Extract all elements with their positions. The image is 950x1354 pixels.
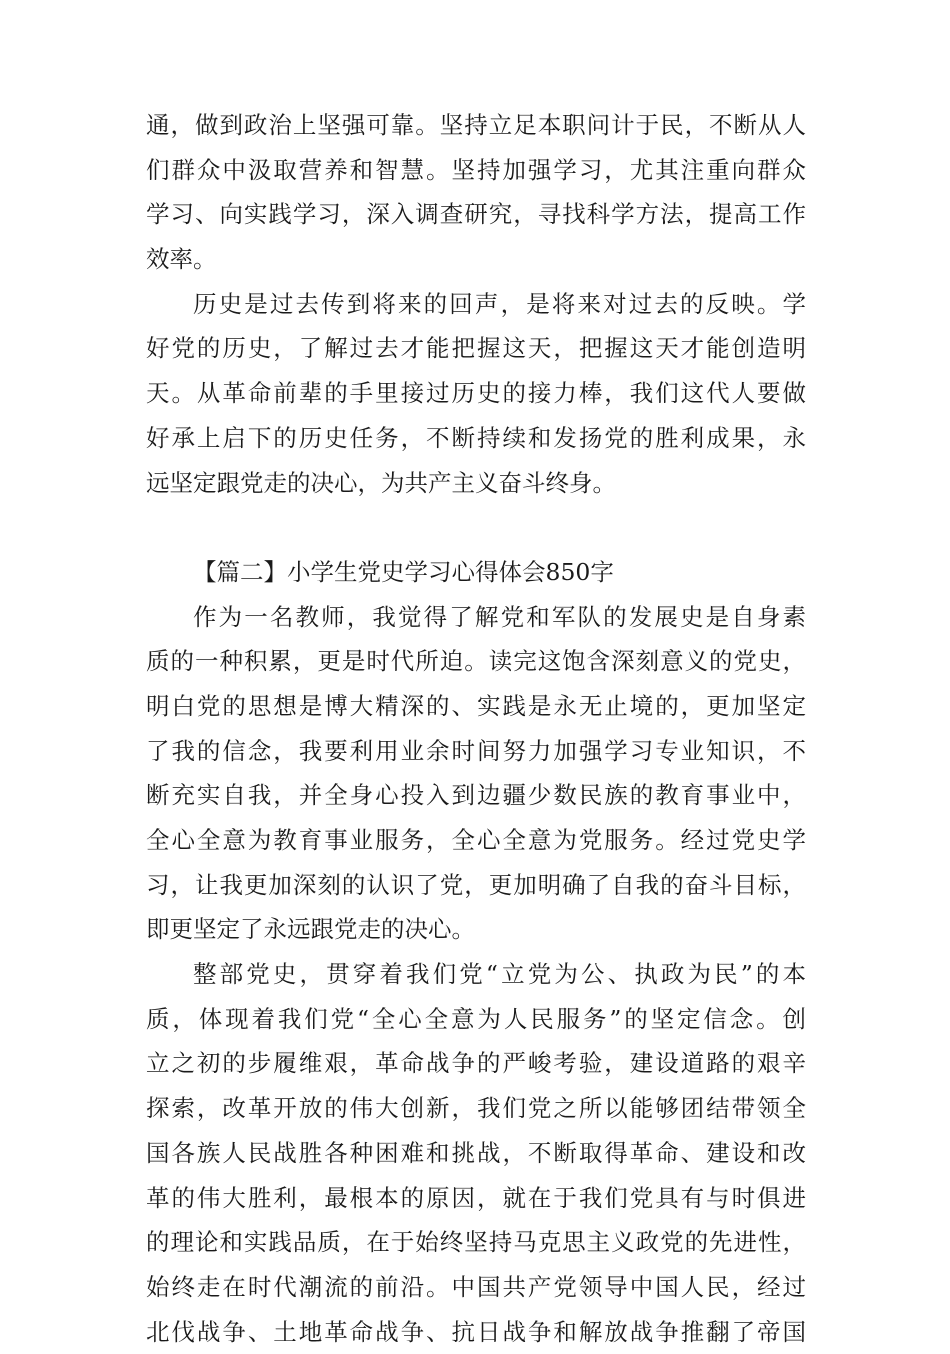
text-line: 好承上启下的历史任务，不断持续和发扬党的胜利成果，永 xyxy=(146,423,806,452)
text-line: 北伐战争、土地革命战争、抗日战争和解放战争推翻了帝国 xyxy=(146,1317,806,1346)
text-line: 全心全意为教育事业服务，全心全意为党服务。经过党史学 xyxy=(146,826,806,854)
text-line: 远坚定跟党走的决心，为共产主义奋斗终身。 xyxy=(146,468,616,497)
text-line: 革的伟大胜利，最根本的原因，就在于我们党具有与时俱进 xyxy=(146,1183,806,1212)
text-line: 明白党的思想是博大精深的、实践是永无止境的，更加坚定 xyxy=(146,691,806,720)
text-line: 质，体现着我们党“全心全意为人民服务”的坚定信念。创 xyxy=(146,1004,806,1033)
paragraph-history xyxy=(146,282,806,505)
section-heading: 【篇二】小学生党史学习心得体会850字 xyxy=(193,557,614,586)
text-line: 天。从革命前辈的手里接过历史的接力棒，我们这代人要做 xyxy=(146,379,806,408)
text-line: 习，让我更加深刻的认识了党，更加明确了自我的奋斗目标， xyxy=(146,870,806,899)
text-line: 探索，改革开放的伟大创新，我们党之所以能够团结带领全 xyxy=(146,1094,806,1123)
text-line: 始终走在时代潮流的前沿。中国共产党领导中国人民，经过 xyxy=(146,1272,806,1301)
text-line: 们群众中汲取营养和智慧。坚持加强学习，尤其注重向群众 xyxy=(146,155,806,184)
text-line: 立之初的步履维艰，革命战争的严峻考验，建设道路的艰辛 xyxy=(146,1049,806,1078)
text-line: 质的一种积累，更是时代所迫。读完这饱含深刻意义的党史， xyxy=(146,647,806,676)
text-line: 的理论和实践品质，在于始终坚持马克思主义政党的先进性， xyxy=(146,1228,806,1257)
text-line: 断充实自我，并全身心投入到边疆少数民族的教育事业中， xyxy=(146,781,806,810)
blank-line xyxy=(146,505,806,550)
text-line: 学习、向实践学习，深入调查研究，寻找科学方法，提高工作 xyxy=(146,200,806,229)
text-line: 通，做到政治上坚强可靠。坚持立足本职问计于民，不断从人 xyxy=(146,111,806,139)
text-line: 整部党史，贯穿着我们党“立党为公、执政为民”的本 xyxy=(193,960,806,989)
text-line: 国各族人民战胜各种困难和挑战，不断取得革命、建设和改 xyxy=(146,1138,806,1167)
paragraph-continued xyxy=(146,103,806,282)
text-line: 了我的信念，我要利用业余时间努力加强学习专业知识，不 xyxy=(146,736,806,765)
paragraph-teacher xyxy=(146,595,806,953)
text-line: 好党的历史，了解过去才能把握这天，把握这天才能创造明 xyxy=(146,334,806,363)
document-page xyxy=(146,103,806,1354)
text-line: 作为一名教师，我觉得了解党和军队的发展史是自身素 xyxy=(193,602,806,631)
paragraph-party-history xyxy=(146,952,806,1354)
text-line: 历史是过去传到将来的回声，是将来对过去的反映。学 xyxy=(193,289,806,318)
text-line: 即更坚定了永远跟党走的决心。 xyxy=(146,915,475,944)
text-line: 效率。 xyxy=(146,245,217,274)
